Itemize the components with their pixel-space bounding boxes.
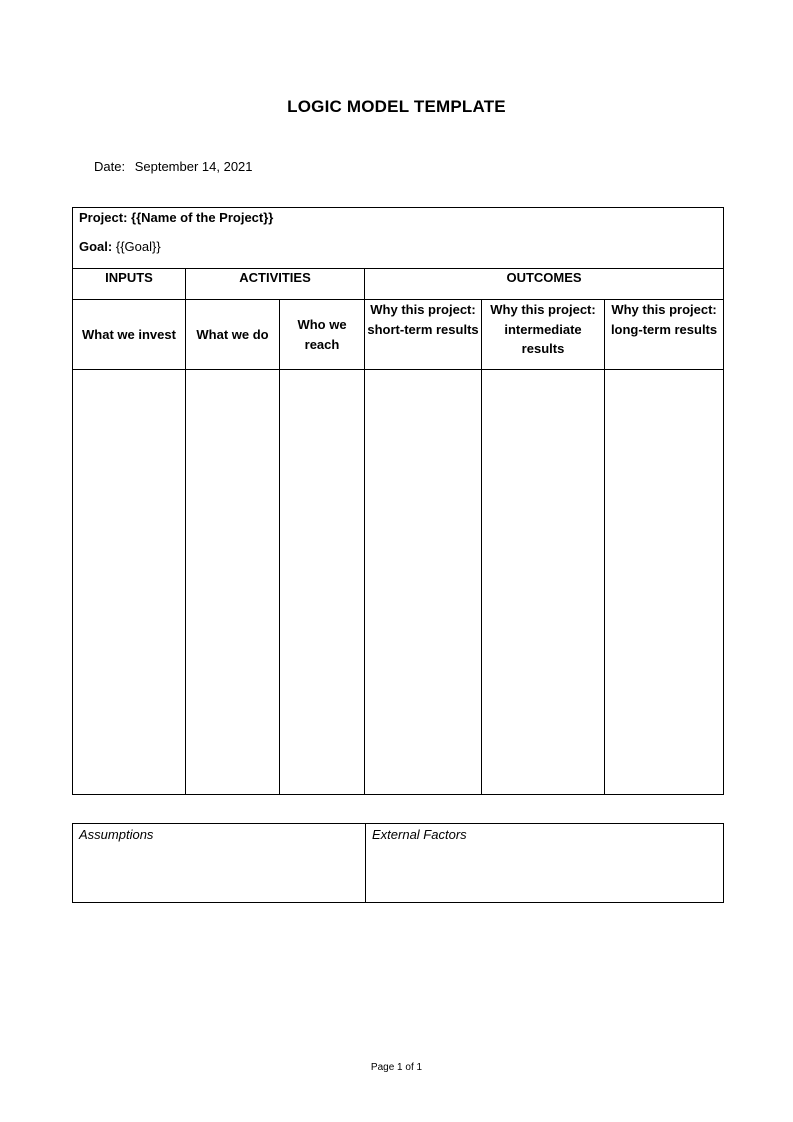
goal-value: {{Goal}} bbox=[115, 239, 161, 254]
inputs-entry-cell[interactable] bbox=[73, 370, 186, 795]
external-factors-cell[interactable]: External Factors bbox=[366, 824, 724, 903]
outcomes-header: OUTCOMES bbox=[365, 269, 724, 300]
column-short-term-results: Why this project: short-term results bbox=[365, 300, 482, 370]
column-intermediate-results: Why this project: intermediate results bbox=[482, 300, 605, 370]
logic-model-table bbox=[72, 207, 724, 795]
goal-line bbox=[79, 238, 717, 256]
project-label: Project: bbox=[79, 210, 128, 225]
column-what-we-do: What we do bbox=[186, 300, 280, 370]
activities-header: ACTIVITIES bbox=[186, 269, 365, 300]
goal-label: Goal: bbox=[79, 239, 113, 254]
project-line bbox=[79, 209, 717, 227]
project-goal-cell[interactable] bbox=[73, 208, 724, 269]
column-who-we-reach: Who we reach bbox=[280, 300, 365, 370]
activities-do-entry-cell[interactable] bbox=[186, 370, 280, 795]
column-long-term-results: Why this project: long-term results bbox=[605, 300, 724, 370]
inputs-header: INPUTS bbox=[73, 269, 186, 300]
assumptions-factors-table bbox=[72, 823, 724, 903]
document-title: LOGIC MODEL TEMPLATE bbox=[287, 97, 506, 116]
intermediate-entry-cell[interactable] bbox=[482, 370, 605, 795]
date-line bbox=[94, 159, 253, 174]
activities-reach-entry-cell[interactable] bbox=[280, 370, 365, 795]
date-label: Date: bbox=[94, 159, 126, 174]
assumptions-cell[interactable]: Assumptions bbox=[73, 824, 366, 903]
date-value: September 14, 2021 bbox=[134, 159, 253, 174]
column-what-we-invest: What we invest bbox=[73, 300, 186, 370]
short-term-entry-cell[interactable] bbox=[365, 370, 482, 795]
page-number: Page 1 of 1 bbox=[370, 1062, 423, 1073]
project-value: {{Name of the Project}} bbox=[131, 210, 274, 225]
long-term-entry-cell[interactable] bbox=[605, 370, 724, 795]
